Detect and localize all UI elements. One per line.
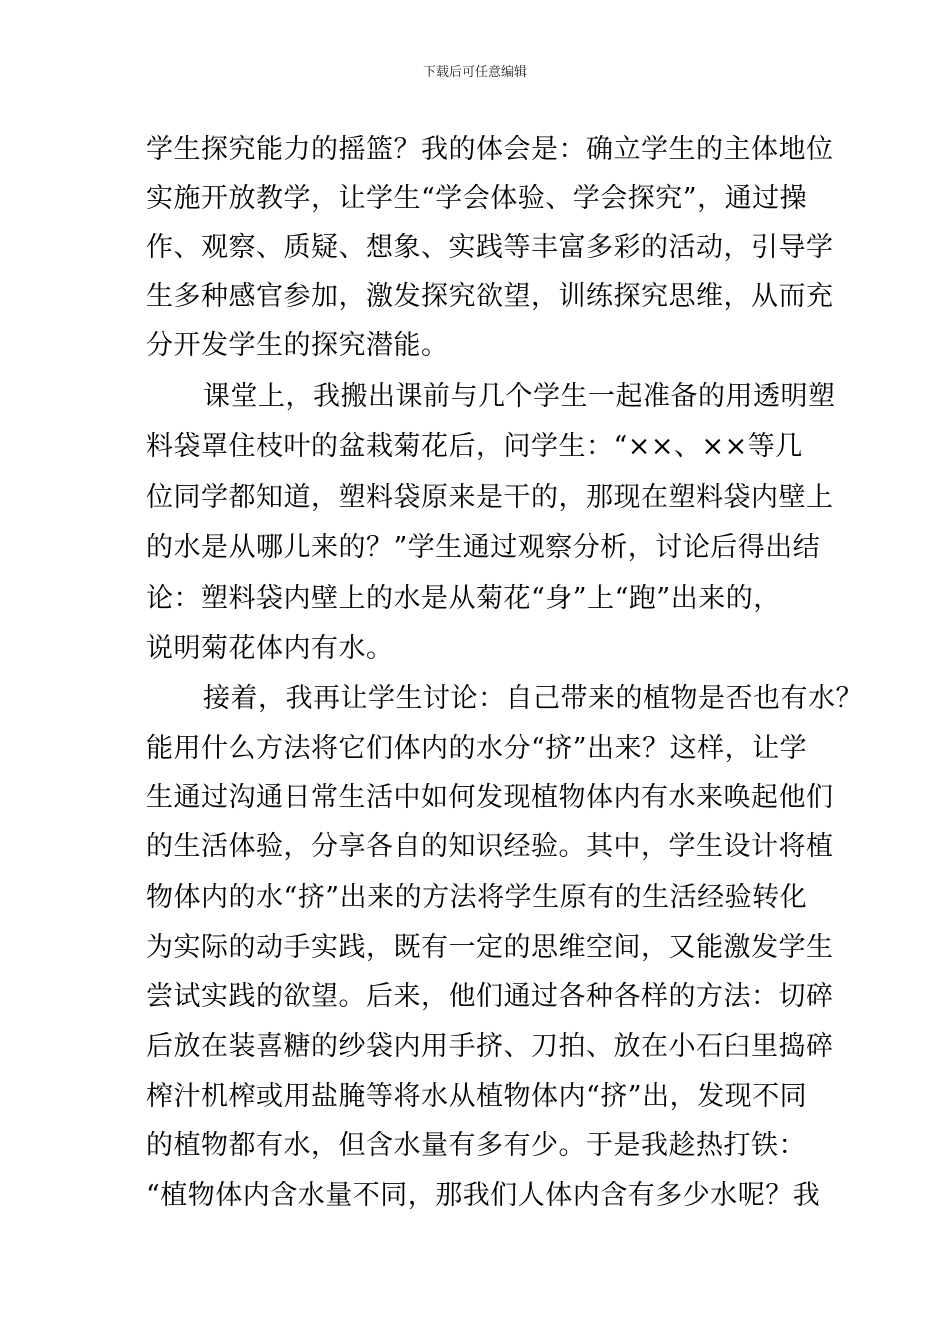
text-line: 课堂上，我搬出课前与几个学生一起准备的用透明塑 <box>203 381 836 412</box>
text-line: 生多种感官参加，激发探究欲望，训练探究思维，从而充 <box>146 281 834 312</box>
text-line: 为实际的动手实践，既有一定的思维空间，又能激发学生 <box>146 932 834 963</box>
text-line: 物体内的水“挤”出来的方法将学生原有的生活经验转化 <box>146 882 808 913</box>
text-line: 接着，我再让学生讨论：自己带来的植物是否也有水？ <box>203 683 863 714</box>
text-line: 分开发学生的探究潜能。 <box>146 330 449 361</box>
text-line: 的植物都有水，但含水量有多有少。于是我趁热打铁： <box>146 1130 806 1161</box>
text-line: “植物体内含水量不同，那我们人体内含有多少水呢？我 <box>146 1180 821 1211</box>
text-line: 作、观察、质疑、想象、实践等丰富多彩的活动，引导学 <box>146 232 834 263</box>
text-line: 生通过沟通日常生活中如何发现植物体内有水来唤起他们 <box>146 782 834 813</box>
text-line: 实施开放教学，让学生“学会体验、学会探究”，通过操 <box>146 183 808 214</box>
text-line: 的生活体验，分享各自的知识经验。其中，学生设计将植 <box>146 831 834 862</box>
text-line: 的水是从哪儿来的？”学生通过观察分析，讨论后得出结 <box>146 532 821 563</box>
text-line: 论：塑料袋内壁上的水是从菊花“身”上“跑”出来的， <box>146 583 781 614</box>
text-line: 榨汁机榨或用盐腌等将水从植物体内“挤”出，发现不同 <box>146 1081 808 1112</box>
text-line: 尝试实践的欲望。后来，他们通过各种各样的方法：切碎 <box>146 981 834 1012</box>
text-line: 后放在装喜糖的纱袋内用手挤、刀拍、放在小石臼里捣碎 <box>146 1031 834 1062</box>
page-header: 下载后可任意编辑 <box>422 65 527 80</box>
text-line: 学生探究能力的摇篮？我的体会是：确立学生的主体地位 <box>146 134 834 165</box>
text-line: 料袋罩住枝叶的盆栽菊花后，问学生：“××、××等几 <box>146 431 803 462</box>
text-line: 能用什么方法将它们体内的水分“挤”出来？这样，让学 <box>146 733 808 764</box>
text-line: 说明菊花体内有水。 <box>146 633 394 664</box>
text-line: 位同学都知道，塑料袋原来是干的，那现在塑料袋内壁上 <box>146 482 834 513</box>
